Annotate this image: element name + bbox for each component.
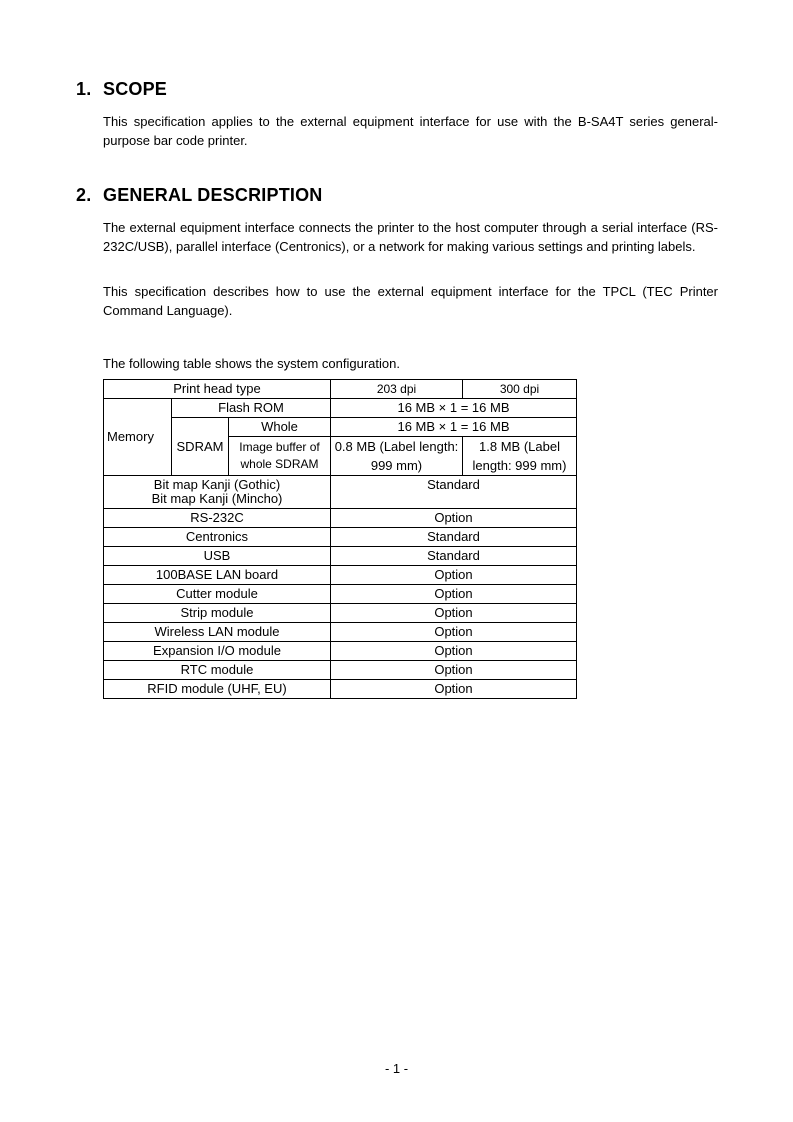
- description-paragraph-2: This specification describes how to use the external equipment interface for the TPCL (TEC Printer Command Language).: [103, 284, 718, 318]
- dpi-203-header: 203 dpi: [331, 380, 463, 399]
- option-item: Cutter module: [104, 585, 331, 604]
- whole-value: 16 MB × 1 = 16 MB: [331, 418, 577, 437]
- option-item: RTC module: [104, 661, 331, 680]
- image-buffer-label: Image buffer of whole SDRAM: [229, 437, 331, 476]
- option-item: Centronics: [104, 528, 331, 547]
- table-row: [104, 566, 577, 585]
- dpi-300-header: 300 dpi: [463, 380, 577, 399]
- section-1-heading: [76, 79, 167, 100]
- kanji-mincho-label: Bit map Kanji (Mincho): [151, 491, 283, 506]
- flash-rom-label: Flash ROM: [172, 399, 331, 418]
- option-value: Option: [331, 642, 577, 661]
- option-value: Option: [331, 680, 577, 699]
- table-row: [104, 380, 577, 399]
- table-row: [104, 547, 577, 566]
- section-1-title: SCOPE: [103, 79, 168, 99]
- table-row: [104, 680, 577, 699]
- system-configuration-table: [103, 379, 577, 699]
- section-2-heading: [76, 185, 323, 206]
- option-item: RFID module (UHF, EU): [104, 680, 331, 699]
- section-1-number: 1.: [76, 79, 92, 99]
- table-row: [104, 642, 577, 661]
- page-number: - 1 -: [384, 1061, 409, 1076]
- option-value: Option: [331, 585, 577, 604]
- option-item: Expansion I/O module: [104, 642, 331, 661]
- scope-paragraph: This specification applies to the external equipment interface for use with the B-SA4T series general-purpose bar code printer.: [103, 114, 718, 148]
- kanji-gothic-label: Bit map Kanji (Gothic): [153, 477, 281, 492]
- table-row: [104, 528, 577, 547]
- kanji-value: Standard: [331, 476, 577, 509]
- description-paragraph-1: The external equipment interface connects the printer to the host computer through a serial interface (RS-232C/USB), parallel interface (Centronics), or a network for making various settings and printing labels.: [103, 220, 718, 254]
- table-row: [104, 604, 577, 623]
- whole-label: Whole: [229, 418, 331, 437]
- option-item: USB: [104, 547, 331, 566]
- flash-rom-value: 16 MB × 1 = 16 MB: [331, 399, 577, 418]
- table-row: [104, 623, 577, 642]
- option-value: Option: [331, 604, 577, 623]
- section-2-title: GENERAL DESCRIPTION: [103, 185, 323, 205]
- option-value: Option: [331, 661, 577, 680]
- table-row: [104, 418, 577, 437]
- table-row: [104, 399, 577, 418]
- table-row: [104, 585, 577, 604]
- sdram-label: SDRAM: [172, 418, 229, 476]
- table-row: [104, 509, 577, 528]
- print-head-type-label: Print head type: [104, 380, 331, 399]
- image-buffer-203-value: 0.8 MB (Label length: 999 mm): [331, 437, 463, 476]
- kanji-label: [104, 476, 331, 509]
- table-row: [104, 476, 577, 509]
- option-item: RS-232C: [104, 509, 331, 528]
- image-buffer-300-value: 1.8 MB (Label length: 999 mm): [463, 437, 577, 476]
- table-intro: The following table shows the system configuration.: [103, 356, 400, 371]
- option-value: Option: [331, 509, 577, 528]
- option-value: Standard: [331, 547, 577, 566]
- option-item: Strip module: [104, 604, 331, 623]
- section-2-number: 2.: [76, 185, 92, 205]
- option-item: 100BASE LAN board: [104, 566, 331, 585]
- option-value: Option: [331, 623, 577, 642]
- table-row: [104, 661, 577, 680]
- option-value: Option: [331, 566, 577, 585]
- memory-label: Memory: [104, 399, 172, 476]
- option-value: Standard: [331, 528, 577, 547]
- option-item: Wireless LAN module: [104, 623, 331, 642]
